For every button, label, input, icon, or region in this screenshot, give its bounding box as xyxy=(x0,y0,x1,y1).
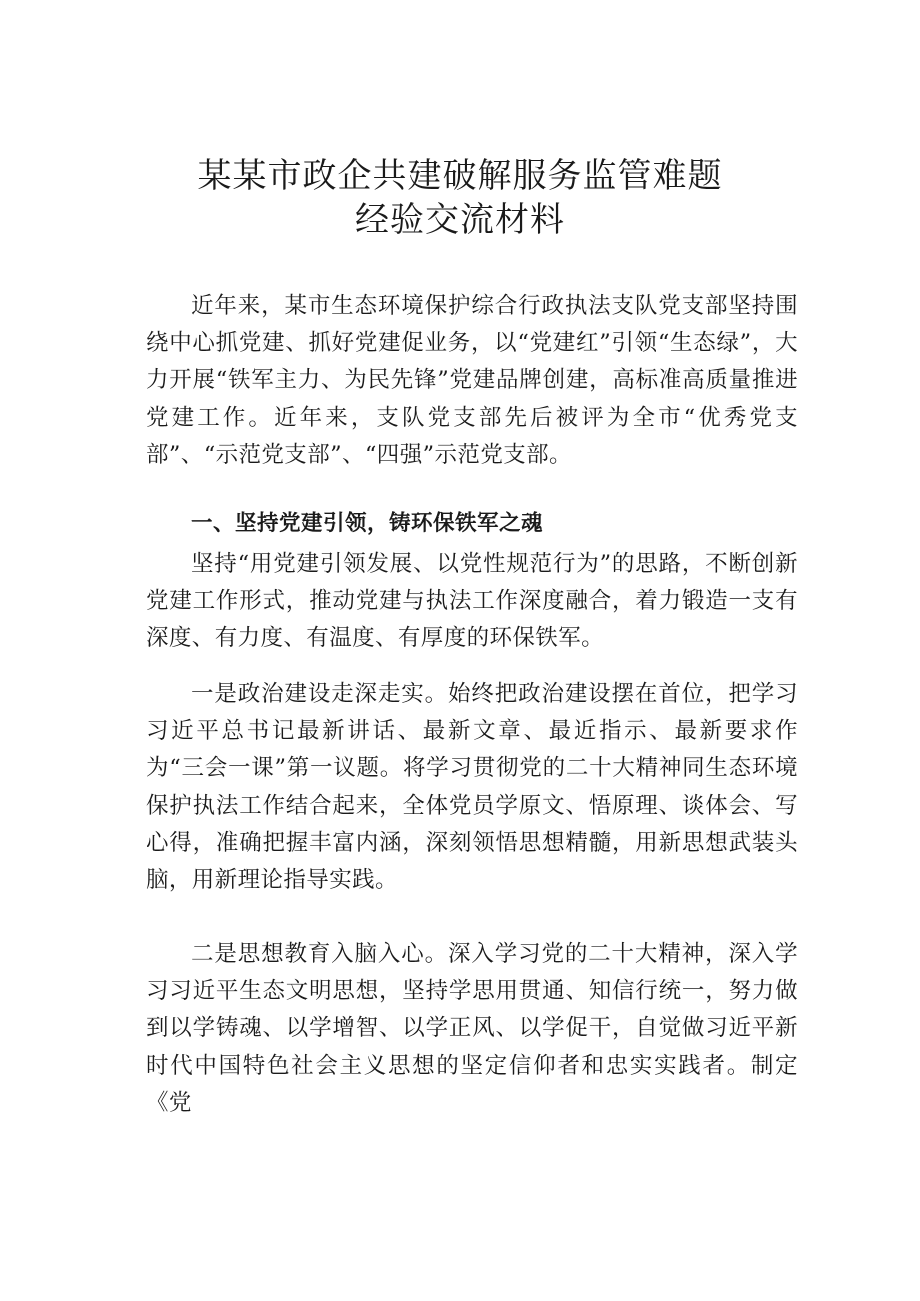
document-title-line-1: 某某市政企共建破解服务监管难题 xyxy=(197,156,723,196)
document-title-line-2: 经验交流材料 xyxy=(355,200,565,240)
paragraph-ideological-education: 二是思想教育入脑入心。深入学习党的二十大精神，深入学习习近平生态文明思想，坚持学思用贯通、知信行统一，努力做到以学铸魂、以学增智、以学正风、以学促干，自觉做习近平新时代中国特色社会主义思想的坚定信仰者和忠实实践者。制定《党 xyxy=(146,941,798,1116)
paragraph-political-building: 一是政治建设走深走实。始终把政治建设摆在首位，把学习习近平总书记最新讲话、最新文章、最近指示、最新要求作为“三会一课”第一议题。将学习贯彻党的二十大精神同生态环境保护执法工作结合起来，全体党员学原文、悟原理、谈体会、写心得，准确把握丰富内涵，深刻领悟思想精髓，用新思想武装头脑，用新理论指导实践。 xyxy=(146,681,798,894)
paragraph-intro: 近年来，某市生态环境保护综合行政执法支队党支部坚持围绕中心抓党建、抓好党建促业务，以“党建红”引领“生态绿”，大力开展“铁军主力、为民先锋”党建品牌创建，高标准高质量推进党建工作。近年来，支队党支部先后被评为全市“优秀党支部”、“示范党支部”、“四强”示范党支部。 xyxy=(146,293,798,468)
paragraph-section-lead: 坚持“用党建引领发展、以党性规范行为”的思路，不断创新党建工作形式，推动党建与执法工作深度融合，着力锻造一支有深度、有力度、有温度、有厚度的环保铁军。 xyxy=(146,551,798,652)
section-heading: 一、坚持党建引领，铸环保铁军之魂 xyxy=(191,511,544,536)
